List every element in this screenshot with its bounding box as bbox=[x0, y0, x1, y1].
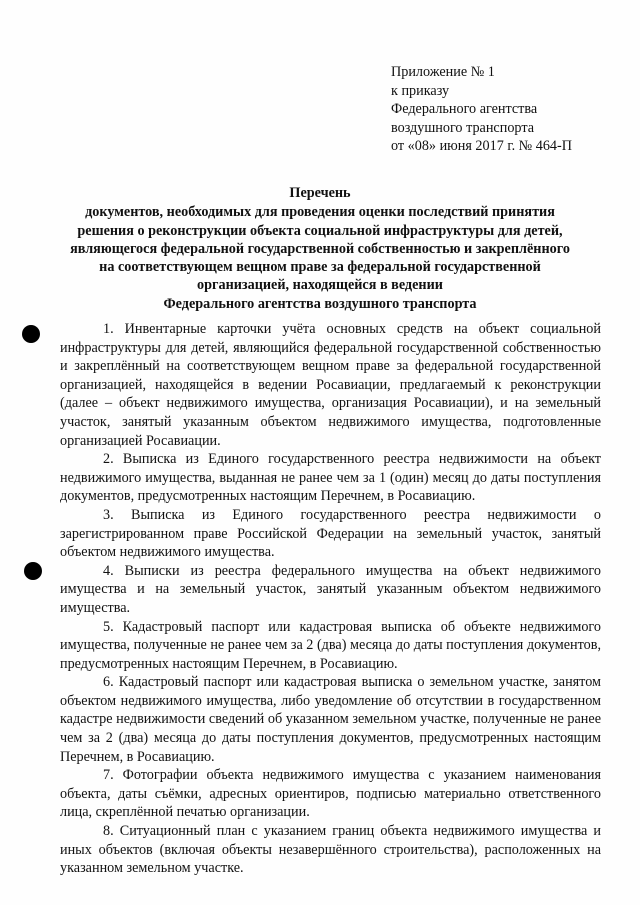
annex-line: Приложение № 1 bbox=[391, 64, 495, 80]
list-item: 6. Кадастровый паспорт или кадастровая выписка о земельном участке, занятом объектом недвижимого имущества, либо уведомление об отсутствии в государственном кадастре недвижимости сведений об указанном земельном участке, полученные не ранее чем за 2 (два) месяца до даты поступления документов, предусмотренных настоящим Перечнем, в Росавиацию. bbox=[60, 674, 601, 765]
annex-line: воздушного транспорта bbox=[391, 119, 534, 136]
punch-hole-mark bbox=[22, 325, 40, 343]
title-line: являющегося федеральной государственной собственностью и закреплённого bbox=[70, 240, 570, 257]
list-item: 2. Выписка из Единого государственного реестра недвижимости на объект недвижимого имущества, выданная не ранее чем за 1 (один) месяц до даты поступления документов, предусмотренных настоящим Перечнем, в Росавиацию. bbox=[60, 451, 601, 505]
document-title bbox=[40, 184, 600, 313]
list-item: 1. Инвентарные карточки учёта основных средств на объект социальной инфраструктуры для детей, являющийся федеральной государственной собственностью и закреплённый на соответствующем вещном праве за федеральной государственной организацией, находящейся в ведении Росавиации, предлагаемый к реконструкции (далее – объект недвижимого имущества, организация Росавиации), и на земельный участок, занятый указанным объектом недвижимого имущества, подготовленные организацией Росавиации. bbox=[60, 321, 601, 449]
list-item: 7. Фотографии объекта недвижимого имущества с указанием наименования объекта, даты съёмки, адресных ориентиров, подписью материально ответственного лица, скреплённой печатью организации. bbox=[60, 767, 601, 821]
annex-line: к приказу bbox=[391, 82, 450, 99]
title-line: Федерального агентства воздушного транспорта bbox=[163, 295, 477, 312]
title-line: организацией, находящейся в ведении bbox=[197, 277, 443, 294]
title-heading: Перечень bbox=[289, 185, 351, 201]
annex-line: Федерального агентства bbox=[391, 101, 538, 118]
document-list bbox=[60, 320, 601, 878]
title-line: на соответствующем вещном праве за федеральной государственной bbox=[99, 259, 541, 276]
annex-line: от «08» июня 2017 г. № 464-П bbox=[391, 138, 572, 155]
list-item: 4. Выписки из реестра федерального имущества на объект недвижимого имущества и на земельный участок, занятый указанным объектом недвижимого имущества. bbox=[60, 562, 601, 616]
list-item: 8. Ситуационный план с указанием границ объекта недвижимого имущества и иных объектов (включая объекты незавершённого строительства), расположенных на указанном земельном участке. bbox=[60, 823, 601, 877]
title-line: решения о реконструкции объекта социальной инфраструктуры для детей, bbox=[77, 222, 563, 239]
list-item: 3. Выписка из Единого государственного реестра недвижимости о зарегистрированном праве Российской Федерации на земельный участок, занятый объектом недвижимого имущества. bbox=[60, 506, 601, 561]
punch-hole-mark bbox=[24, 562, 42, 580]
title-line: документов, необходимых для проведения оценки последствий принятия bbox=[85, 204, 555, 221]
annex-header bbox=[391, 63, 621, 156]
list-item: 5. Кадастровый паспорт или кадастровая выписка об объекте недвижимого имущества, полученные не ранее чем за 2 (два) месяца до даты поступления документов, предусмотренных настоящим Перечнем, в Росавиацию. bbox=[60, 618, 601, 672]
